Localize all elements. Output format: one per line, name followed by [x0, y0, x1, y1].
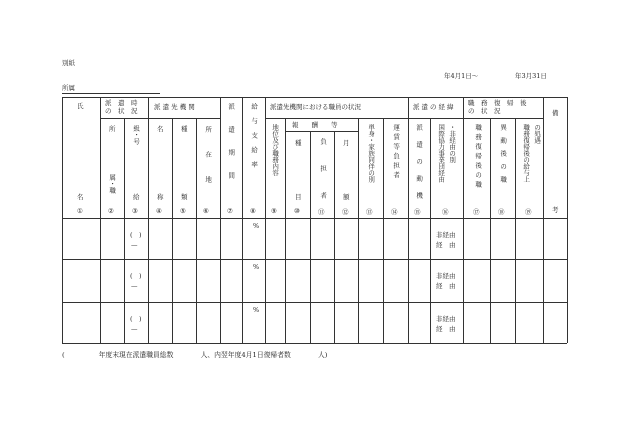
pay-rate-unit: %	[253, 306, 260, 314]
header-period: 派 遣 期 間	[227, 103, 236, 184]
col-number: ⑬	[366, 208, 373, 216]
col-number: ⑨	[271, 207, 277, 215]
row-divider	[62, 302, 567, 303]
header-pay-payer: 負 担 者	[319, 138, 328, 206]
header-subrule	[285, 131, 358, 132]
col-number: ⑭	[391, 208, 398, 216]
col-number: ③	[132, 207, 138, 215]
grade-paren[interactable]: ( )	[130, 272, 142, 280]
pay-rate-unit: %	[253, 222, 260, 230]
col-divider	[242, 97, 243, 343]
header-via-jica: ・非経由の別	[448, 124, 457, 163]
col-divider	[334, 131, 335, 343]
col-divider	[358, 118, 359, 343]
header-return-post: 職務復帰後の職	[474, 124, 483, 191]
col-divider	[100, 97, 101, 343]
col-number: ⑯	[442, 208, 449, 216]
col-divider	[383, 118, 384, 343]
footer-summary: ( 年度末現在派遣職員総数 人、内翌年度4月1日復帰者数 人)	[62, 351, 328, 359]
header-dest-name-bottom: 称	[157, 193, 164, 201]
header-dest-type-top: 種	[181, 125, 188, 133]
header-via-jica: 国際協力事業団経由	[437, 124, 446, 183]
header-remuneration: 報 酬 等	[292, 121, 338, 129]
header-dispatch-route: 派遣の経緯	[413, 103, 456, 111]
header-fare-payer: 運賃等負担者	[392, 124, 401, 181]
header-dest-type-bottom: 類	[181, 193, 188, 201]
header-subrule	[100, 118, 220, 119]
col-number: ⑰	[473, 208, 480, 216]
col-number: ⑮	[414, 208, 421, 216]
header-subrule	[265, 118, 409, 119]
col-divider	[172, 118, 173, 343]
header-remarks-bottom: 考	[552, 206, 559, 214]
via-option-via[interactable]: 経 由	[436, 241, 456, 249]
header-name-bottom: 名	[77, 193, 84, 201]
table-left-border	[62, 97, 63, 343]
header-subrule	[408, 118, 463, 119]
col-divider	[265, 97, 266, 343]
table-right-border	[567, 97, 568, 343]
col-divider	[490, 118, 491, 343]
period-start: 年4月1日～	[444, 72, 479, 80]
affiliation-underline	[62, 93, 160, 94]
period-end: 年3月31日	[515, 72, 547, 80]
header-destination-org: 派 遣 先 機 関	[154, 103, 195, 111]
col-number: ⑦	[227, 207, 233, 215]
table-top-border	[62, 97, 567, 98]
via-option-via[interactable]: 経 由	[436, 282, 456, 290]
header-bottom-border	[62, 218, 567, 219]
grade-dash: —	[131, 325, 138, 333]
row-divider	[62, 259, 567, 260]
header-accompany: 単身・家族同伴の別	[367, 124, 376, 183]
col-number: ⑲	[525, 208, 532, 216]
affiliation-label: 所属	[62, 84, 75, 92]
pay-rate-unit: %	[253, 263, 260, 271]
header-pay-rate: 給与支給率	[250, 103, 259, 176]
col-divider	[430, 118, 431, 343]
grade-paren[interactable]: ( )	[130, 315, 142, 323]
col-number: ⑧	[250, 207, 256, 215]
header-dest-name-top: 名	[157, 125, 164, 133]
table-bottom-border	[62, 343, 567, 344]
col-number: ⑱	[498, 208, 505, 216]
col-divider	[220, 97, 221, 343]
header-motive: 派 遣 の 動 機	[415, 124, 424, 201]
col-divider	[124, 118, 125, 343]
col-divider	[148, 97, 149, 343]
header-dest-location: 所 在 地	[204, 126, 213, 189]
via-option-non[interactable]: 非経由	[436, 315, 456, 323]
header-pay-monthly-top: 月	[343, 139, 350, 147]
col-number: ⑫	[342, 208, 349, 216]
header-staff-status: 派遣先機関における職員の状況	[270, 103, 361, 111]
header-dispatch-status: 派 遣 時	[105, 99, 138, 107]
grade-paren[interactable]: ( )	[130, 231, 142, 239]
header-transfer-post: 異 動 後 の 職	[499, 124, 508, 183]
header-remarks-top: 備	[552, 109, 559, 117]
col-divider	[196, 118, 197, 343]
header-grade-bottom: 給	[133, 193, 140, 201]
grade-dash: —	[131, 282, 138, 290]
col-number: ④	[156, 207, 162, 215]
col-number: ⑪	[318, 208, 325, 216]
header-dispatch-status: の 状 況	[105, 107, 138, 115]
header-pay-kind-top: 種	[295, 139, 302, 147]
grade-dash: —	[131, 241, 138, 249]
header-return-pay: 職務復帰後の給与上	[522, 124, 531, 183]
col-divider	[515, 118, 516, 343]
via-option-non[interactable]: 非経由	[436, 272, 456, 280]
col-divider	[543, 97, 544, 343]
col-number: ②	[108, 207, 114, 215]
header-name-top: 氏	[77, 102, 84, 110]
header-return-pay: の処遇	[533, 124, 542, 144]
header-return-status: の 状 況	[468, 107, 501, 115]
header-subrule	[463, 118, 543, 119]
col-number: ⑩	[294, 207, 300, 215]
via-option-via[interactable]: 経 由	[436, 325, 456, 333]
col-divider	[463, 97, 464, 343]
annex-label: 別紙	[62, 59, 75, 67]
col-divider	[310, 131, 311, 343]
col-number: ①	[77, 207, 83, 215]
via-option-non[interactable]: 非経由	[436, 231, 456, 239]
col-divider	[408, 97, 409, 343]
col-divider	[285, 118, 286, 343]
header-pay-kind-bottom: 目	[295, 193, 302, 201]
header-affiliation-top: 所	[109, 125, 116, 133]
col-number: ⑥	[203, 207, 209, 215]
header-position: 地位及び職務内容	[271, 124, 280, 176]
header-affiliation-bottom: 属・職	[108, 174, 117, 194]
header-pay-monthly-bottom: 額	[343, 193, 350, 201]
header-grade-top: 級・号	[132, 125, 141, 145]
header-return-status: 職 務 復 帰 後	[468, 99, 527, 107]
col-number: ⑤	[180, 207, 186, 215]
